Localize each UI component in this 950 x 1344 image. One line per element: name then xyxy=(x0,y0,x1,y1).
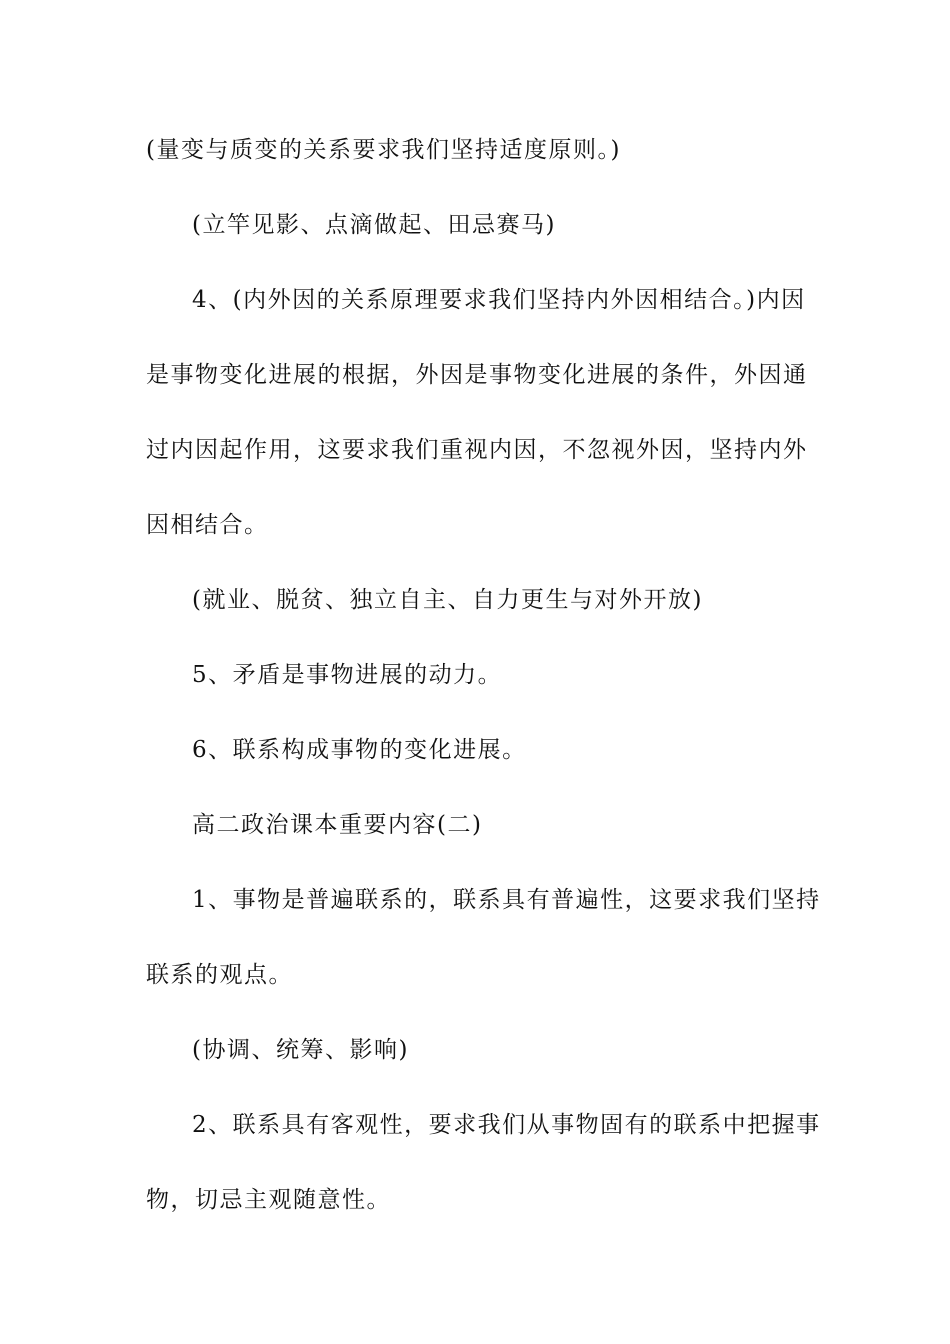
paragraph-line: 1、事物是普遍联系的，联系具有普遍性，这要求我们坚持 xyxy=(192,887,821,913)
section-heading: 高二政治课本重要内容(二) xyxy=(192,812,483,838)
paragraph-line: 6、联系构成事物的变化进展。 xyxy=(192,737,527,763)
paragraph-line: 联系的观点。 xyxy=(146,962,293,988)
paragraph-line: 物，切忌主观随意性。 xyxy=(146,1187,391,1213)
paragraph-line: (就业、脱贫、独立自主、自力更生与对外开放) xyxy=(192,587,703,613)
paragraph-line: 5、矛盾是事物进展的动力。 xyxy=(192,662,503,688)
paragraph-line: (量变与质变的关系要求我们坚持适度原则。) xyxy=(146,137,621,163)
paragraph-line: 2、联系具有客观性，要求我们从事物固有的联系中把握事 xyxy=(192,1112,821,1138)
paragraph-line: (协调、统筹、影响) xyxy=(192,1037,409,1063)
paragraph-line: (立竿见影、点滴做起、田忌赛马) xyxy=(192,212,556,238)
paragraph-line: 4、(内外因的关系原理要求我们坚持内外因相结合。)内因 xyxy=(192,287,806,313)
paragraph-line: 过内因起作用，这要求我们重视内因，不忽视外因，坚持内外 xyxy=(146,437,808,463)
paragraph-line: 因相结合。 xyxy=(146,512,269,538)
paragraph-line: 是事物变化进展的根据，外因是事物变化进展的条件，外因通 xyxy=(146,362,808,388)
